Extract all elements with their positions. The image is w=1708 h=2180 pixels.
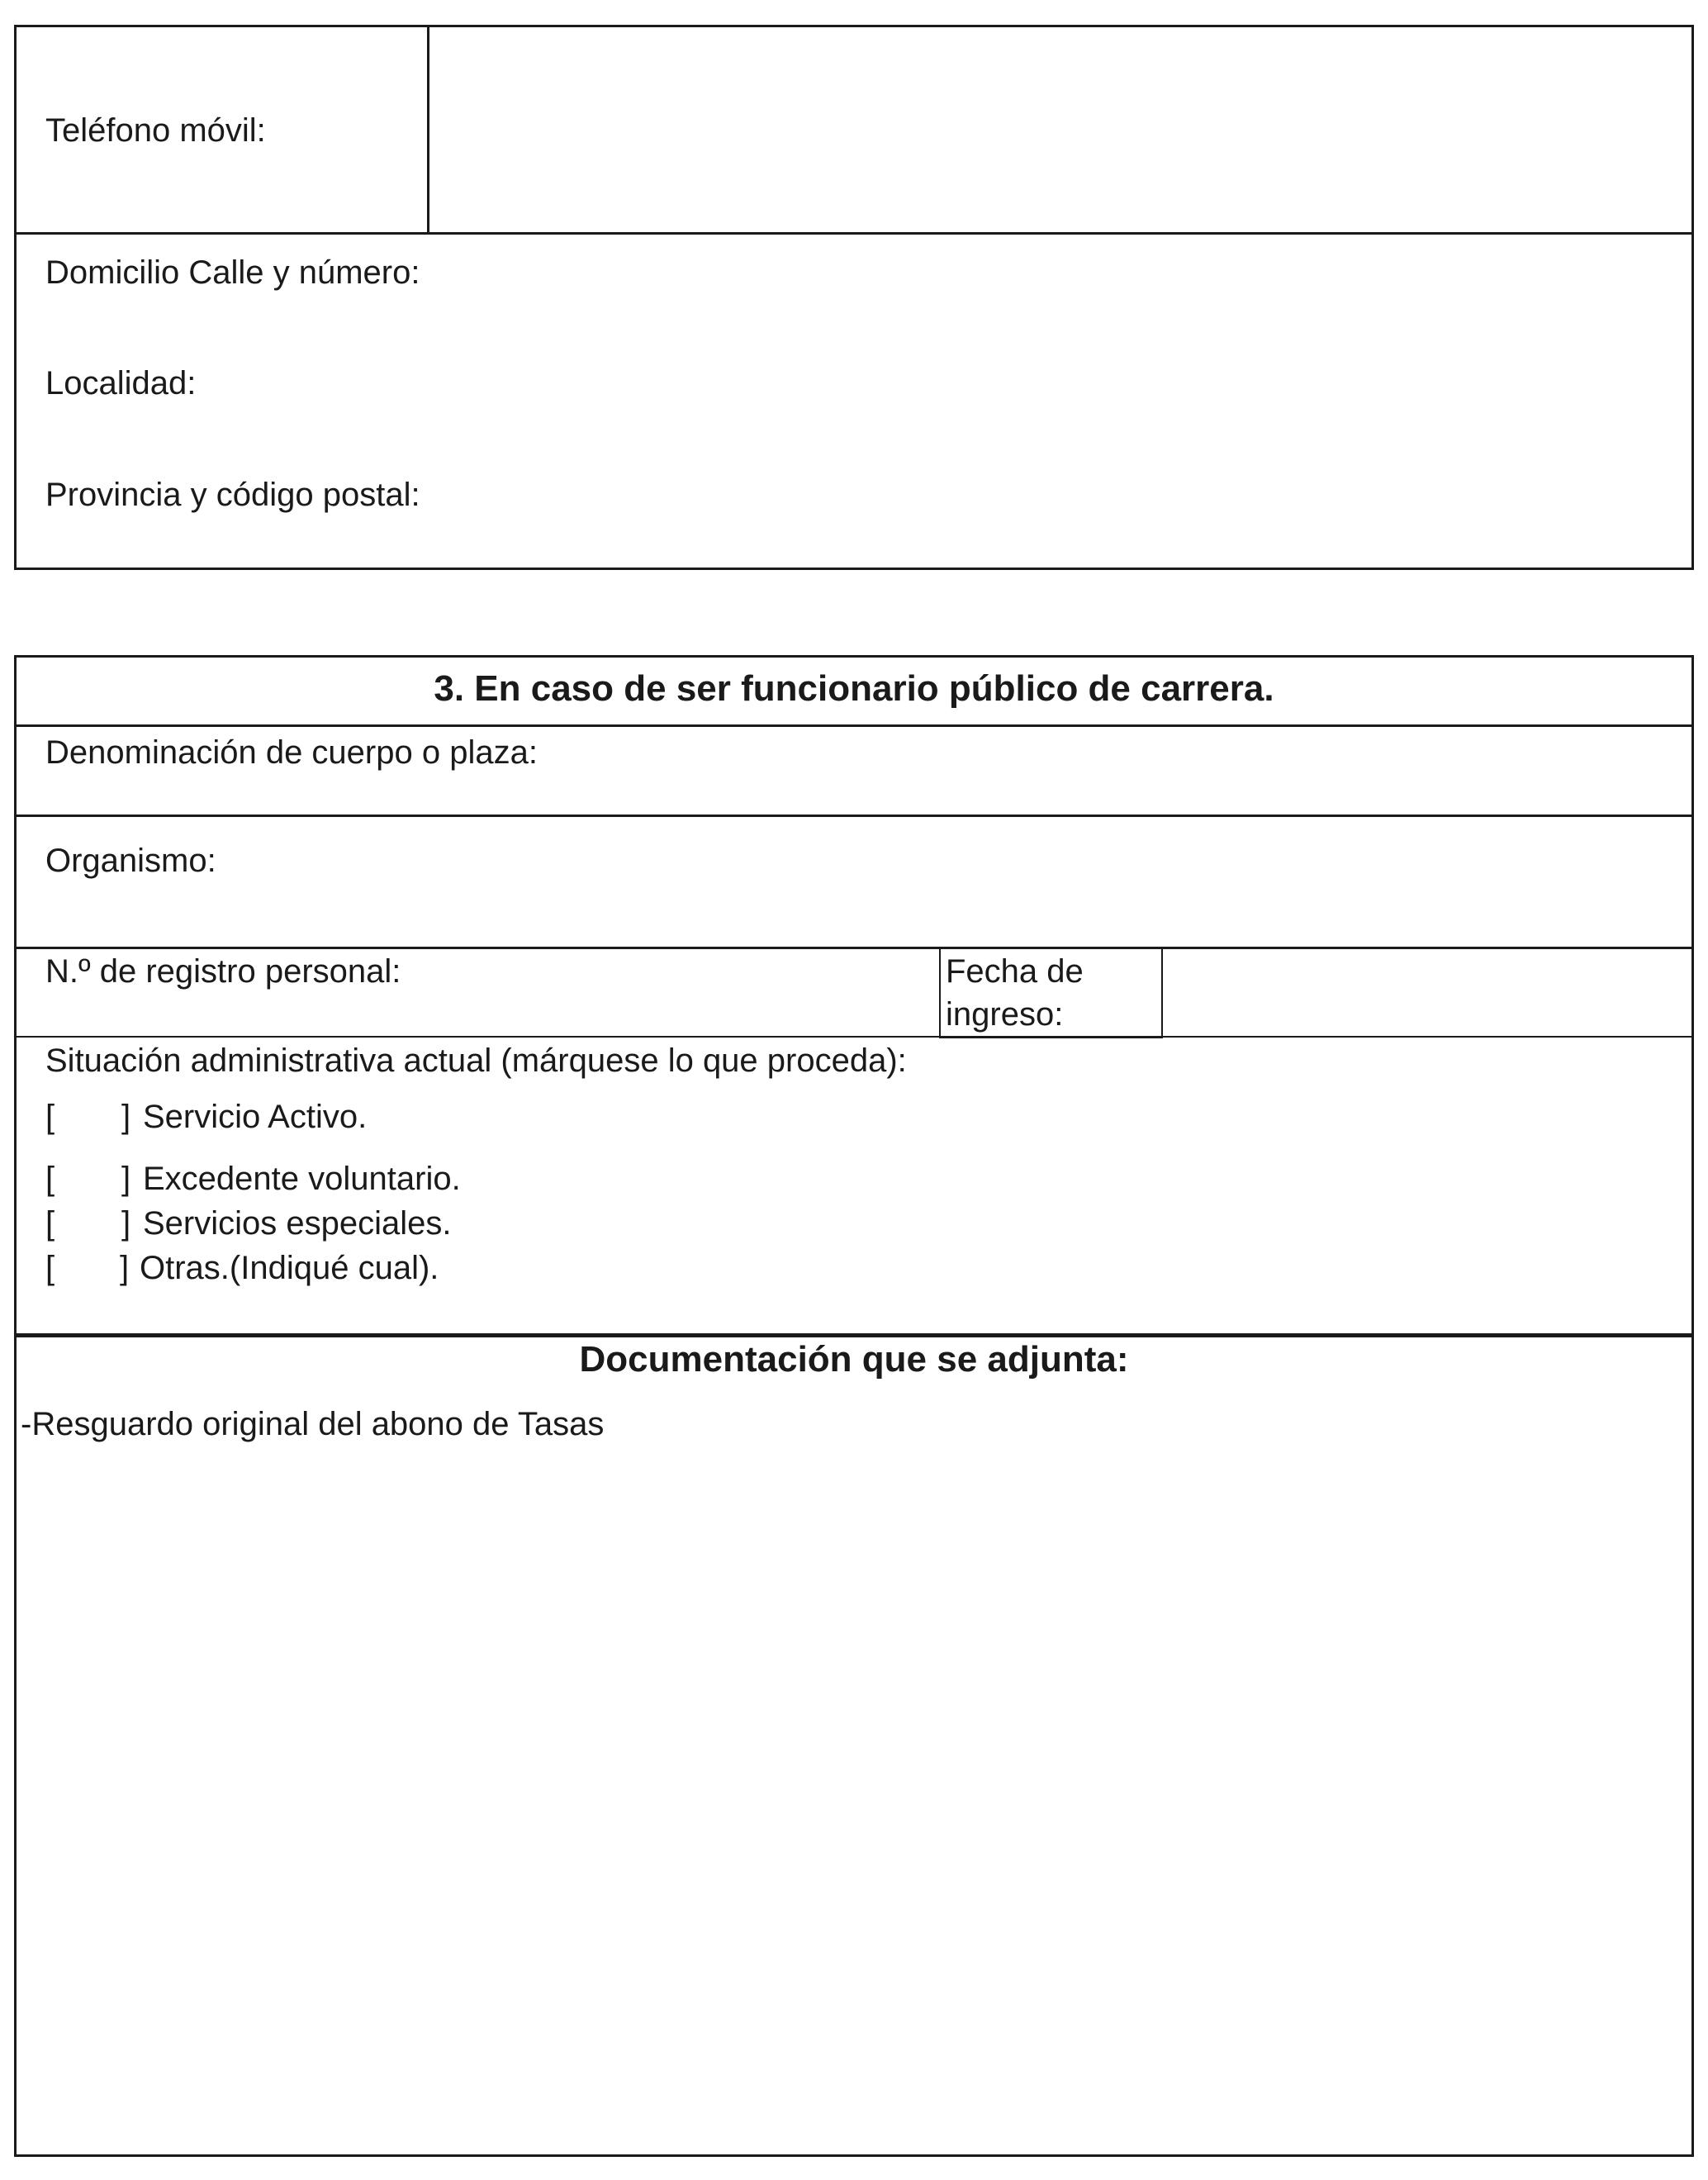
option-open-bracket: [ [45, 1250, 55, 1286]
option-open-bracket: [ [45, 1205, 55, 1242]
option-close-bracket: ] [121, 1205, 131, 1242]
option-label: Servicio Activo. [143, 1099, 368, 1135]
option-open-bracket: [ [45, 1099, 55, 1135]
situation-label: Situación administrativa actual (márquese lo que proceda): [45, 1043, 907, 1079]
mobile-field[interactable] [431, 29, 1691, 230]
option-close-bracket: ] [121, 1161, 131, 1197]
option-close-bracket: ] [121, 1099, 131, 1135]
address-label: Domicilio Calle y número: [45, 254, 420, 291]
entry-date-divider [1161, 948, 1163, 1038]
registry-label: N.º de registro personal: [45, 953, 401, 990]
organism-divider [14, 947, 1694, 949]
entry-date-field[interactable] [1165, 950, 1691, 1036]
section3-title-divider [14, 724, 1694, 727]
locality-label: Localidad: [45, 365, 197, 401]
organism-label: Organismo: [45, 843, 216, 879]
entry-date-label-line1: Fecha de [946, 953, 1084, 990]
documentation-divider [14, 1333, 1694, 1337]
option-open-bracket: [ [45, 1161, 55, 1197]
option-label: Otras.(Indiqué cual). [140, 1250, 439, 1286]
entry-date-label-line2: ingreso: [946, 996, 1064, 1033]
body-label: Denominación de cuerpo o plaza: [45, 734, 538, 771]
mobile-label: Teléfono móvil: [45, 112, 266, 149]
contact-row-divider [14, 232, 1694, 235]
mobile-divider [427, 25, 429, 235]
section3-title: 3. En caso de ser funcionario público de carrera. [434, 668, 1274, 709]
option-close-bracket: ] [120, 1250, 130, 1286]
province-label: Provincia y código postal: [45, 477, 420, 513]
option-label: Servicios especiales. [143, 1205, 452, 1242]
option-label: Excedente voluntario. [143, 1161, 461, 1197]
documentation-item: -Resguardo original del abono de Tasas [21, 1406, 605, 1442]
registry-divider [14, 1036, 1694, 1038]
body-divider [14, 815, 1694, 817]
documentation-title: Documentación que se adjunta: [579, 1339, 1129, 1380]
